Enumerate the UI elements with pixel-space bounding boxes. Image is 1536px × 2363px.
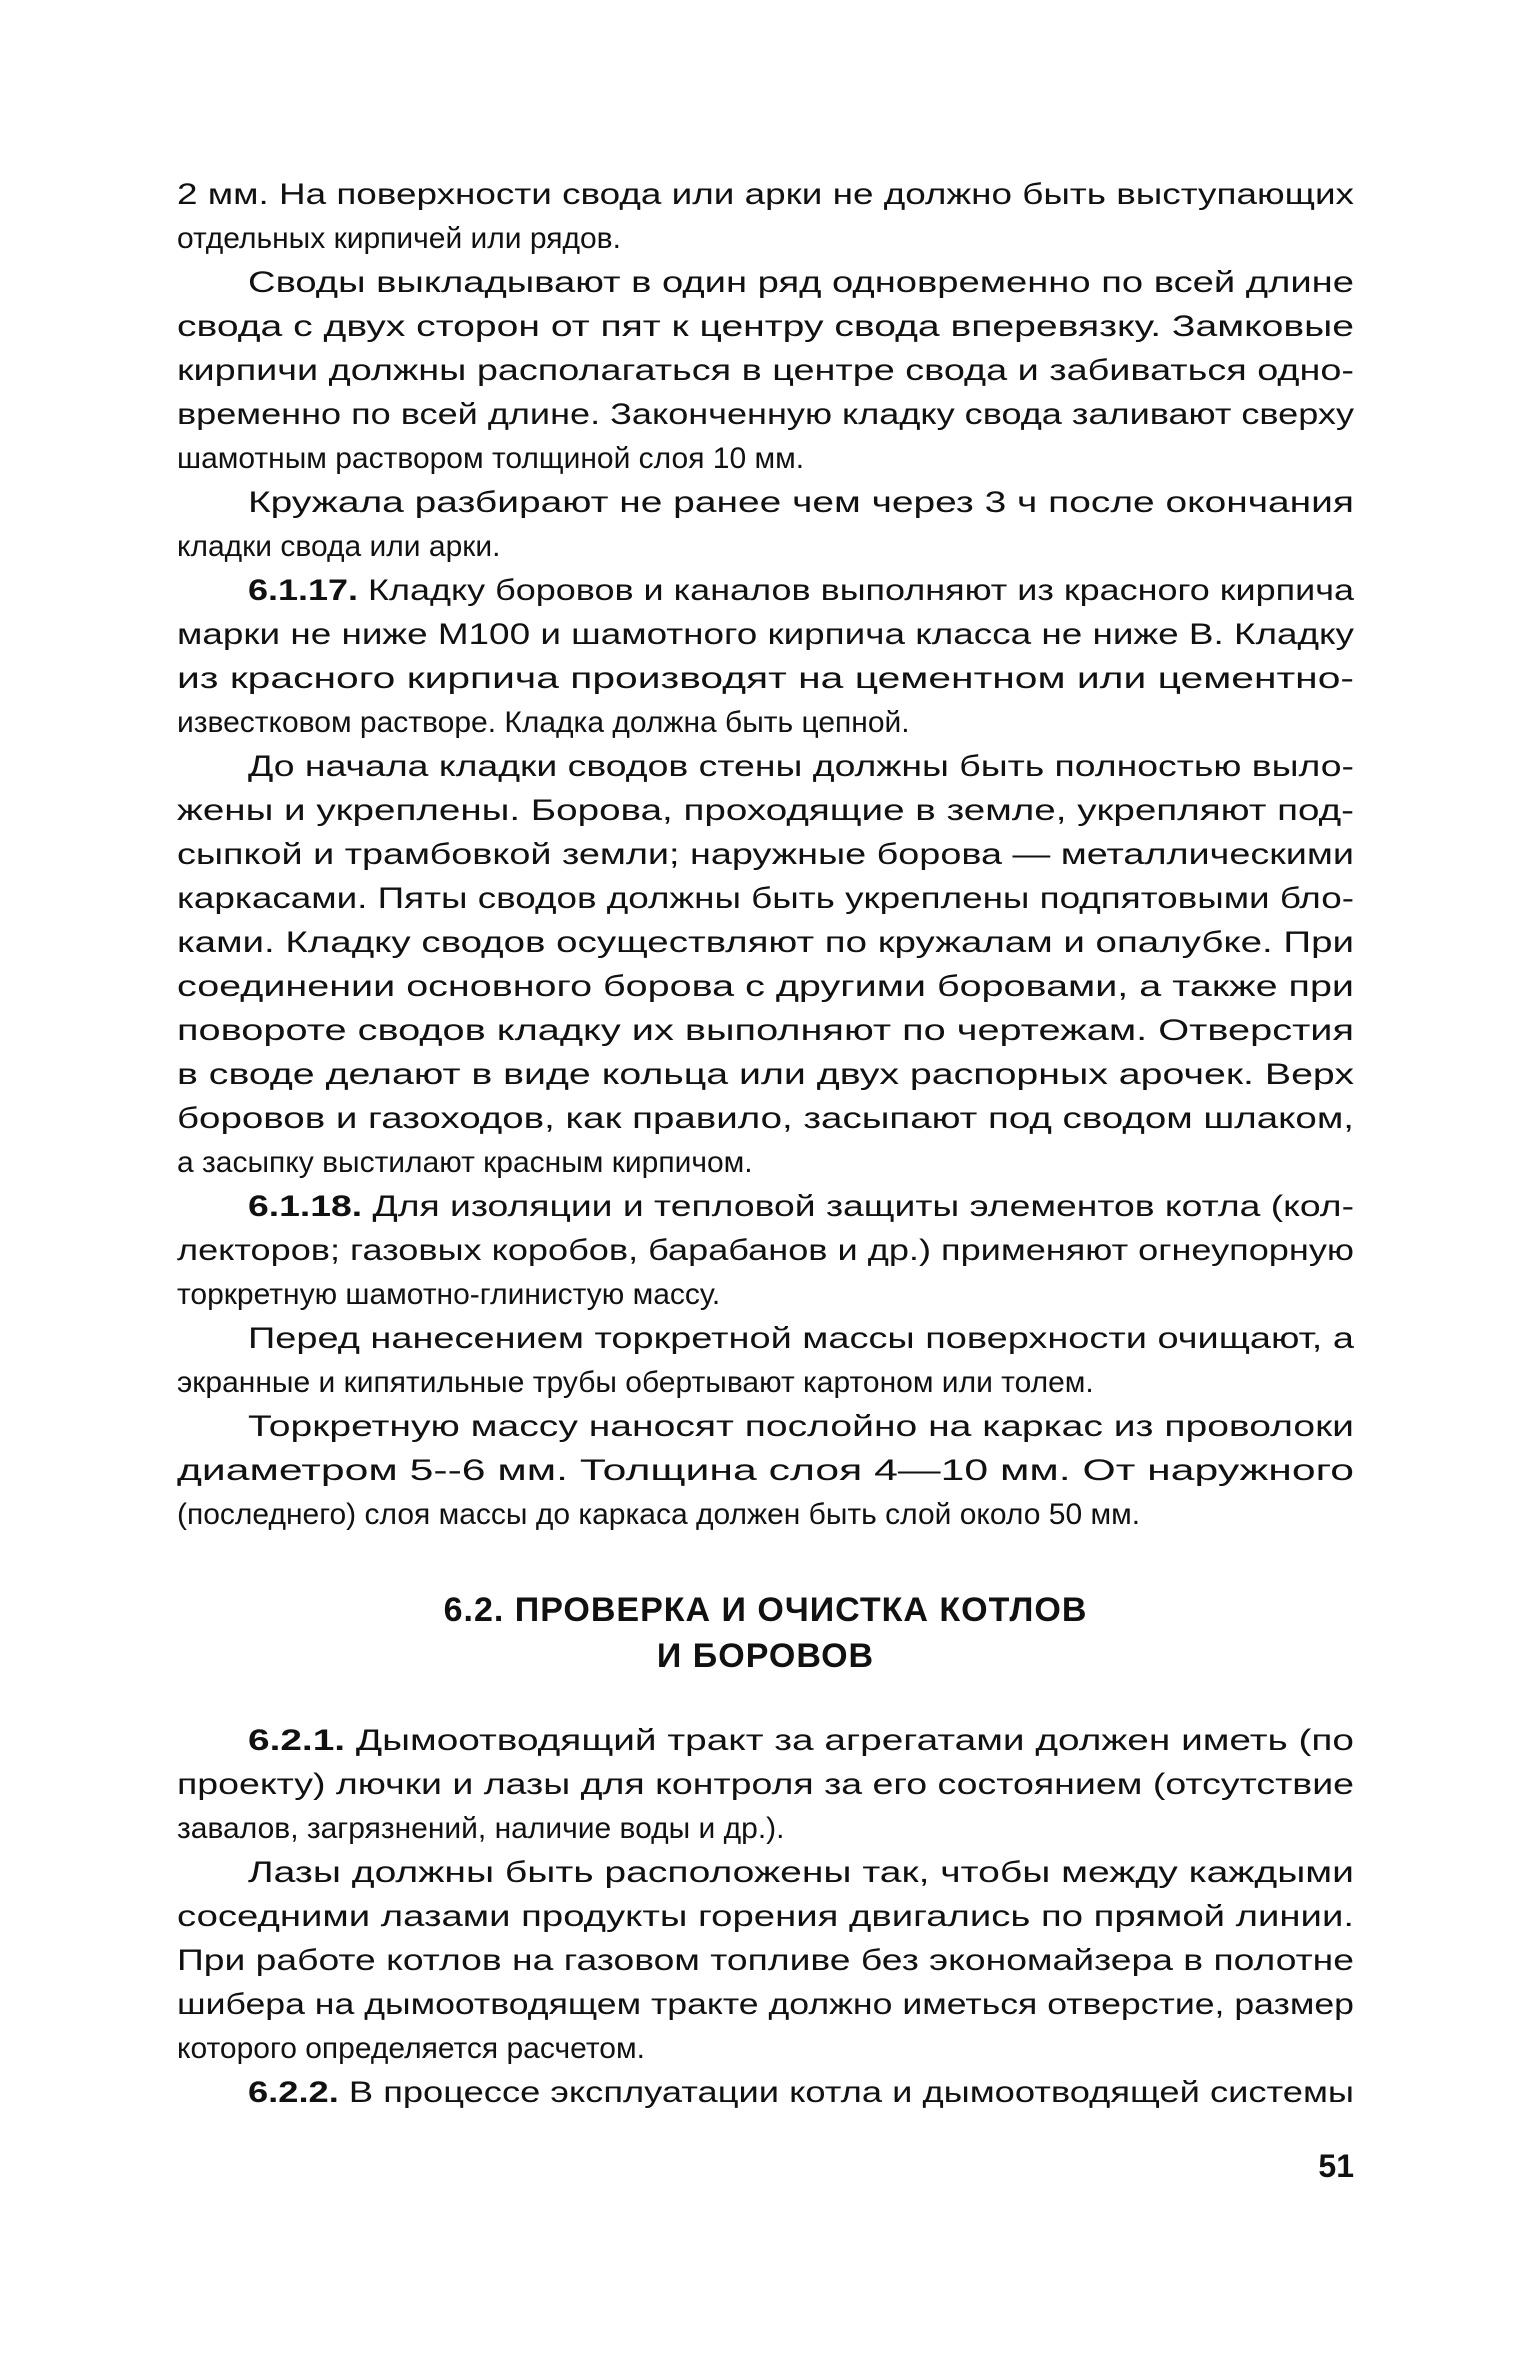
text-line bbox=[177, 2027, 1354, 2071]
paragraph bbox=[177, 1185, 1354, 1317]
text-line-content bbox=[177, 1273, 720, 1317]
section-heading-line-2: И БОРОВОВ bbox=[656, 1637, 875, 1675]
text-line bbox=[177, 349, 1354, 393]
line-text: кирпичи должны располагаться в центре свода и забиваться одно- bbox=[177, 354, 1354, 387]
line-text: Кладку боровов и каналов выполняют из красного кирпича bbox=[368, 574, 1354, 607]
text-line bbox=[177, 701, 1354, 745]
paragraph bbox=[177, 1719, 1354, 1851]
line-text: из красного кирпича производят на цементном или цементно- bbox=[177, 662, 1354, 695]
text-line bbox=[177, 1317, 1354, 1361]
paragraph bbox=[177, 569, 1354, 745]
line-text: Дымоотводящий тракт за агрегатами должен иметь (по bbox=[355, 1724, 1354, 1757]
paragraph bbox=[177, 745, 1354, 1185]
paragraph bbox=[177, 1405, 1354, 1537]
text-line-content bbox=[177, 217, 621, 261]
text-line-content bbox=[177, 1807, 785, 1851]
text-line-content bbox=[177, 1493, 1140, 1537]
text-line bbox=[177, 833, 1354, 877]
line-text: диаметром 5--6 мм. Толщина слоя 4—10 мм. От наружного bbox=[177, 1454, 1354, 1487]
text-line bbox=[177, 1493, 1354, 1537]
text-line-content bbox=[177, 965, 1354, 1009]
text-line-content bbox=[177, 1983, 1354, 2027]
line-text: шамотным раствором толщиной слоя 10 мм. bbox=[177, 442, 805, 475]
text-line bbox=[177, 1719, 1354, 1763]
text-line-content bbox=[177, 349, 1354, 393]
text-line-content bbox=[248, 1185, 1354, 1229]
text-line-content bbox=[248, 1851, 1354, 1895]
text-line bbox=[177, 1097, 1354, 1141]
text-line bbox=[177, 1983, 1354, 2027]
line-text: Торкретную массу наносят послойно на каркас из проволоки bbox=[248, 1410, 1354, 1443]
text-line bbox=[177, 1053, 1354, 1097]
line-text: отдельных кирпичей или рядов. bbox=[177, 222, 621, 255]
text-line bbox=[177, 1807, 1354, 1851]
line-text: кладки свода или арки. bbox=[177, 530, 501, 563]
text-line-content bbox=[177, 877, 1354, 921]
text-line bbox=[177, 745, 1354, 789]
text-line-content bbox=[177, 1097, 1354, 1141]
line-text: При работе котлов на газовом топливе без экономайзера в полотне bbox=[177, 1944, 1354, 1977]
clause-number: 6.1.18. bbox=[248, 1190, 373, 1223]
clause-number: 6.2.2. bbox=[248, 2076, 349, 2109]
line-text: лекторов; газовых коробов, барабанов и др.) применяют огнеупорную bbox=[177, 1234, 1354, 1267]
text-line-content bbox=[177, 1229, 1354, 1273]
text-line-content bbox=[248, 1405, 1354, 1449]
text-line bbox=[177, 1273, 1354, 1317]
text-line bbox=[177, 569, 1354, 613]
line-text: каркасами. Пяты сводов должны быть укреплены подпятовыми бло- bbox=[177, 882, 1354, 915]
text-line bbox=[177, 657, 1354, 701]
line-text: Своды выкладывают в один ряд одновременно по всей длине bbox=[248, 266, 1354, 299]
text-line-content bbox=[177, 1361, 1094, 1405]
line-text: жены и укреплены. Борова, проходящие в земле, укрепляют под- bbox=[177, 794, 1354, 827]
line-text: ками. Кладку сводов осуществляют по кружалам и опалубке. При bbox=[177, 926, 1354, 959]
text-line bbox=[177, 437, 1354, 481]
line-text: которого определяется расчетом. bbox=[177, 2032, 645, 2065]
text-line-content bbox=[177, 525, 500, 569]
text-line-content bbox=[248, 2071, 1354, 2115]
paragraph bbox=[177, 1317, 1354, 1405]
clause-number: 6.1.17. bbox=[248, 574, 369, 607]
line-text: временно по всей длине. Законченную кладку свода заливают сверху bbox=[177, 398, 1354, 431]
line-text: в своде делают в виде кольца или двух распорных арочек. Верх bbox=[177, 1058, 1354, 1091]
line-text: Кружала разбирают не ранее чем через 3 ч после окончания bbox=[248, 486, 1354, 519]
text-line-content bbox=[248, 1317, 1354, 1361]
text-line bbox=[177, 1361, 1354, 1405]
line-text: завалов, загрязнений, наличие воды и др.). bbox=[177, 1812, 785, 1845]
paragraph bbox=[177, 2071, 1354, 2115]
text-section-after-heading bbox=[177, 1719, 1354, 2115]
text-line-content bbox=[177, 437, 804, 481]
text-line-content bbox=[177, 1939, 1354, 1983]
text-line bbox=[177, 393, 1354, 437]
paragraph bbox=[177, 481, 1354, 569]
line-text: Для изоляции и тепловой защиты элементов котла (кол- bbox=[372, 1190, 1354, 1223]
paragraph bbox=[177, 1851, 1354, 2071]
text-line bbox=[177, 1449, 1354, 1493]
text-line-content bbox=[248, 261, 1354, 305]
text-line bbox=[177, 1009, 1354, 1053]
line-text: свода с двух сторон от пят к центру свода вперевязку. Замковые bbox=[177, 310, 1354, 343]
text-line bbox=[177, 481, 1354, 525]
text-line bbox=[177, 1939, 1354, 1983]
clause-number: 6.2.1. bbox=[248, 1724, 356, 1757]
text-line-content bbox=[177, 1763, 1354, 1807]
text-line-content bbox=[177, 393, 1354, 437]
text-line bbox=[177, 173, 1354, 217]
text-line-content bbox=[248, 745, 1354, 789]
text-line bbox=[177, 525, 1354, 569]
text-line bbox=[177, 1895, 1354, 1939]
text-line-content bbox=[177, 1141, 753, 1185]
paragraph bbox=[177, 261, 1354, 481]
line-text: марки не ниже М100 и шамотного кирпича класса не ниже В. Кладку bbox=[177, 618, 1354, 651]
line-text: (последнего) слоя массы до каркаса должен быть слой около 50 мм. bbox=[177, 1498, 1141, 1531]
text-line bbox=[177, 261, 1354, 305]
text-line-content bbox=[177, 657, 1354, 701]
text-line-content bbox=[177, 2027, 645, 2071]
text-line-content bbox=[177, 305, 1354, 349]
text-line bbox=[177, 217, 1354, 261]
text-line-content bbox=[177, 789, 1354, 833]
line-text: экранные и кипятильные трубы обертывают картоном или толем. bbox=[177, 1366, 1094, 1399]
page-body bbox=[177, 173, 1354, 2115]
line-text: а засыпку выстилают красным кирпичом. bbox=[177, 1146, 753, 1179]
text-line bbox=[177, 789, 1354, 833]
text-line bbox=[177, 1851, 1354, 1895]
text-line-content bbox=[177, 1895, 1354, 1939]
line-text: Лазы должны быть расположены так, чтобы между каждыми bbox=[248, 1856, 1354, 1889]
text-line-content bbox=[177, 701, 910, 745]
text-line bbox=[177, 1763, 1354, 1807]
text-line-content bbox=[177, 833, 1354, 877]
line-text: Перед нанесением торкретной массы поверхности очищают, а bbox=[248, 1322, 1354, 1355]
line-text: проекту) лючки и лазы для контроля за его состоянием (отсутствие bbox=[177, 1768, 1354, 1801]
text-line bbox=[177, 921, 1354, 965]
text-line-content bbox=[177, 1053, 1354, 1097]
page-number: 51 bbox=[1318, 2148, 1354, 2184]
text-line bbox=[177, 305, 1354, 349]
text-line bbox=[177, 965, 1354, 1009]
line-text: шибера на дымоотводящем тракте должно иметься отверстие, размер bbox=[177, 1988, 1354, 2021]
text-line-content bbox=[177, 1449, 1354, 1493]
text-line bbox=[177, 1185, 1354, 1229]
line-text: торкретную шамотно-глинистую массу. bbox=[177, 1278, 721, 1311]
text-line bbox=[177, 1229, 1354, 1273]
section-heading bbox=[177, 1587, 1354, 1679]
line-text: До начала кладки сводов стены должны быть полностью выло- bbox=[248, 750, 1354, 783]
text-line bbox=[177, 1405, 1354, 1449]
line-text: соединении основного борова с другими боровами, а также при bbox=[177, 970, 1354, 1003]
text-line-content bbox=[177, 173, 1354, 217]
line-text: повороте сводов кладку их выполняют по чертежам. Отверстия bbox=[177, 1014, 1354, 1047]
text-line bbox=[177, 613, 1354, 657]
text-line bbox=[177, 877, 1354, 921]
paragraph bbox=[177, 173, 1354, 261]
text-line bbox=[177, 1141, 1354, 1185]
line-text: соседними лазами продукты горения двигались по прямой линии. bbox=[177, 1900, 1354, 1933]
line-text: сыпкой и трамбовкой земли; наружные борова — металлическими bbox=[177, 838, 1354, 871]
text-line bbox=[177, 2071, 1354, 2115]
text-line-content bbox=[248, 569, 1354, 613]
text-line-content bbox=[177, 921, 1354, 965]
text-line-content bbox=[248, 481, 1354, 525]
text-line-content bbox=[177, 613, 1354, 657]
line-text: В процессе эксплуатации котла и дымоотводящей системы bbox=[348, 2076, 1354, 2109]
section-heading-line-1: 6.2. ПРОВЕРКА И ОЧИСТКА КОТЛОВ bbox=[443, 1591, 1088, 1629]
text-line-content bbox=[248, 1719, 1354, 1763]
line-text: боровов и газоходов, как правило, засыпают под сводом шлаком, bbox=[177, 1102, 1354, 1135]
line-text: известковом растворе. Кладка должна быть цепной. bbox=[177, 706, 910, 739]
text-section-before-heading bbox=[177, 173, 1354, 1537]
text-line-content bbox=[177, 1009, 1354, 1053]
line-text: 2 мм. На поверхности свода или арки не должно быть выступающих bbox=[177, 178, 1354, 211]
